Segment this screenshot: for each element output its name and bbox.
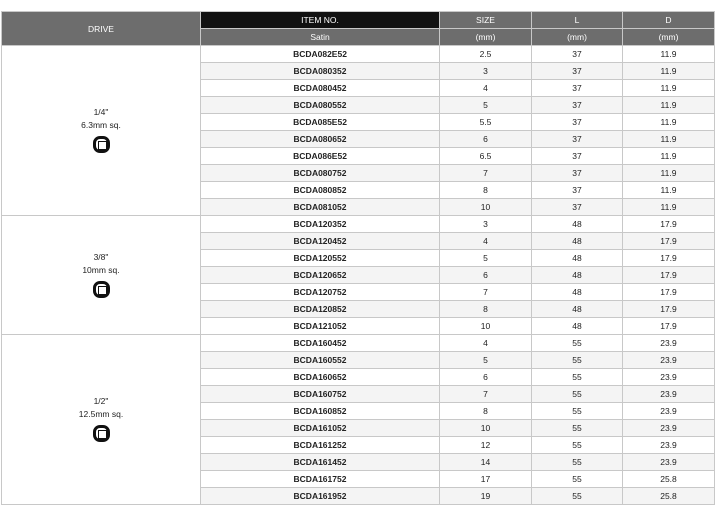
length-cell: 37 (532, 182, 623, 199)
table-row (2, 46, 715, 63)
item-number-cell: BCDA161752 (201, 471, 440, 488)
size-cell: 5 (440, 250, 532, 267)
item-number-cell: BCDA161052 (201, 420, 440, 437)
size-cell: 17 (440, 471, 532, 488)
length-cell: 48 (532, 318, 623, 335)
header-drive: DRIVE (2, 12, 201, 46)
size-cell: 19 (440, 488, 532, 505)
item-number-cell: BCDA080552 (201, 97, 440, 114)
length-cell: 48 (532, 233, 623, 250)
diameter-cell: 23.9 (623, 420, 715, 437)
diameter-cell: 11.9 (623, 182, 715, 199)
diameter-cell: 17.9 (623, 301, 715, 318)
size-cell: 6.5 (440, 148, 532, 165)
diameter-cell: 11.9 (623, 114, 715, 131)
length-cell: 37 (532, 80, 623, 97)
size-cell: 12 (440, 437, 532, 454)
diameter-cell: 17.9 (623, 318, 715, 335)
diameter-cell: 23.9 (623, 437, 715, 454)
square-drive-icon (93, 136, 110, 153)
length-cell: 37 (532, 131, 623, 148)
item-number-cell: BCDA161952 (201, 488, 440, 505)
item-number-cell: BCDA082E52 (201, 46, 440, 63)
drive-size-label: 1/4" (93, 107, 109, 117)
drive-square-label: 12.5mm sq. (78, 409, 124, 419)
drive-cell (2, 216, 201, 335)
length-cell: 48 (532, 267, 623, 284)
length-cell: 55 (532, 454, 623, 471)
length-cell: 37 (532, 63, 623, 80)
item-number-cell: BCDA160552 (201, 352, 440, 369)
diameter-cell: 11.9 (623, 165, 715, 182)
length-cell: 37 (532, 97, 623, 114)
item-number-cell: BCDA120852 (201, 301, 440, 318)
diameter-cell: 17.9 (623, 267, 715, 284)
length-cell: 55 (532, 369, 623, 386)
socket-spec-table (1, 11, 715, 505)
size-cell: 5.5 (440, 114, 532, 131)
item-number-cell: BCDA081052 (201, 199, 440, 216)
size-cell: 8 (440, 403, 532, 420)
table-row (2, 216, 715, 233)
diameter-cell: 23.9 (623, 352, 715, 369)
length-cell: 37 (532, 199, 623, 216)
length-cell: 55 (532, 335, 623, 352)
square-drive-icon (93, 281, 110, 298)
size-cell: 6 (440, 131, 532, 148)
length-cell: 55 (532, 386, 623, 403)
size-cell: 8 (440, 182, 532, 199)
length-cell: 55 (532, 471, 623, 488)
size-cell: 3 (440, 63, 532, 80)
header-d: D (623, 12, 715, 29)
item-number-cell: BCDA160752 (201, 386, 440, 403)
item-number-cell: BCDA080752 (201, 165, 440, 182)
size-cell: 10 (440, 199, 532, 216)
table-row (2, 335, 715, 352)
diameter-cell: 11.9 (623, 131, 715, 148)
length-cell: 55 (532, 488, 623, 505)
length-cell: 48 (532, 250, 623, 267)
drive-size-label: 1/2" (93, 396, 109, 406)
size-cell: 7 (440, 165, 532, 182)
diameter-cell: 11.9 (623, 80, 715, 97)
size-cell: 4 (440, 233, 532, 250)
diameter-cell: 25.8 (623, 471, 715, 488)
length-cell: 55 (532, 437, 623, 454)
item-number-cell: BCDA120752 (201, 284, 440, 301)
diameter-cell: 11.9 (623, 63, 715, 80)
item-number-cell: BCDA120552 (201, 250, 440, 267)
size-cell: 3 (440, 216, 532, 233)
diameter-cell: 17.9 (623, 233, 715, 250)
size-cell: 6 (440, 267, 532, 284)
diameter-cell: 25.8 (623, 488, 715, 505)
header-l-unit: (mm) (532, 29, 623, 46)
item-number-cell: BCDA080852 (201, 182, 440, 199)
diameter-cell: 11.9 (623, 199, 715, 216)
diameter-cell: 11.9 (623, 46, 715, 63)
item-number-cell: BCDA160852 (201, 403, 440, 420)
header-l: L (532, 12, 623, 29)
item-number-cell: BCDA161452 (201, 454, 440, 471)
length-cell: 48 (532, 216, 623, 233)
length-cell: 55 (532, 352, 623, 369)
header-row-1 (2, 12, 715, 29)
size-cell: 10 (440, 318, 532, 335)
spec-table-body (2, 46, 715, 505)
size-cell: 5 (440, 97, 532, 114)
diameter-cell: 23.9 (623, 454, 715, 471)
size-cell: 2.5 (440, 46, 532, 63)
length-cell: 48 (532, 284, 623, 301)
length-cell: 37 (532, 165, 623, 182)
header-finish: Satin (201, 29, 440, 46)
item-number-cell: BCDA160452 (201, 335, 440, 352)
item-number-cell: BCDA080352 (201, 63, 440, 80)
length-cell: 37 (532, 46, 623, 63)
diameter-cell: 11.9 (623, 97, 715, 114)
size-cell: 7 (440, 284, 532, 301)
drive-cell (2, 46, 201, 216)
item-number-cell: BCDA086E52 (201, 148, 440, 165)
length-cell: 37 (532, 148, 623, 165)
size-cell: 5 (440, 352, 532, 369)
diameter-cell: 11.9 (623, 148, 715, 165)
diameter-cell: 23.9 (623, 386, 715, 403)
diameter-cell: 23.9 (623, 403, 715, 420)
header-size-unit: (mm) (440, 29, 532, 46)
length-cell: 37 (532, 114, 623, 131)
item-number-cell: BCDA161252 (201, 437, 440, 454)
drive-cell (2, 335, 201, 505)
item-number-cell: BCDA080452 (201, 80, 440, 97)
item-number-cell: BCDA120652 (201, 267, 440, 284)
length-cell: 55 (532, 403, 623, 420)
item-number-cell: BCDA080652 (201, 131, 440, 148)
diameter-cell: 23.9 (623, 335, 715, 352)
diameter-cell: 23.9 (623, 369, 715, 386)
item-number-cell: BCDA120452 (201, 233, 440, 250)
item-number-cell: BCDA120352 (201, 216, 440, 233)
size-cell: 6 (440, 369, 532, 386)
size-cell: 14 (440, 454, 532, 471)
diameter-cell: 17.9 (623, 284, 715, 301)
drive-size-label: 3/8" (93, 251, 109, 262)
length-cell: 55 (532, 420, 623, 437)
size-cell: 4 (440, 335, 532, 352)
diameter-cell: 17.9 (623, 216, 715, 233)
size-cell: 8 (440, 301, 532, 318)
square-drive-icon (93, 425, 110, 442)
diameter-cell: 17.9 (623, 250, 715, 267)
size-cell: 4 (440, 80, 532, 97)
drive-square-label: 6.3mm sq. (81, 120, 121, 130)
item-number-cell: BCDA160652 (201, 369, 440, 386)
size-cell: 7 (440, 386, 532, 403)
header-d-unit: (mm) (623, 29, 715, 46)
drive-square-label: 10mm sq. (82, 264, 120, 275)
header-item-no: ITEM NO. (201, 12, 440, 29)
item-number-cell: BCDA121052 (201, 318, 440, 335)
item-number-cell: BCDA085E52 (201, 114, 440, 131)
header-size: SIZE (440, 12, 532, 29)
length-cell: 48 (532, 301, 623, 318)
size-cell: 10 (440, 420, 532, 437)
